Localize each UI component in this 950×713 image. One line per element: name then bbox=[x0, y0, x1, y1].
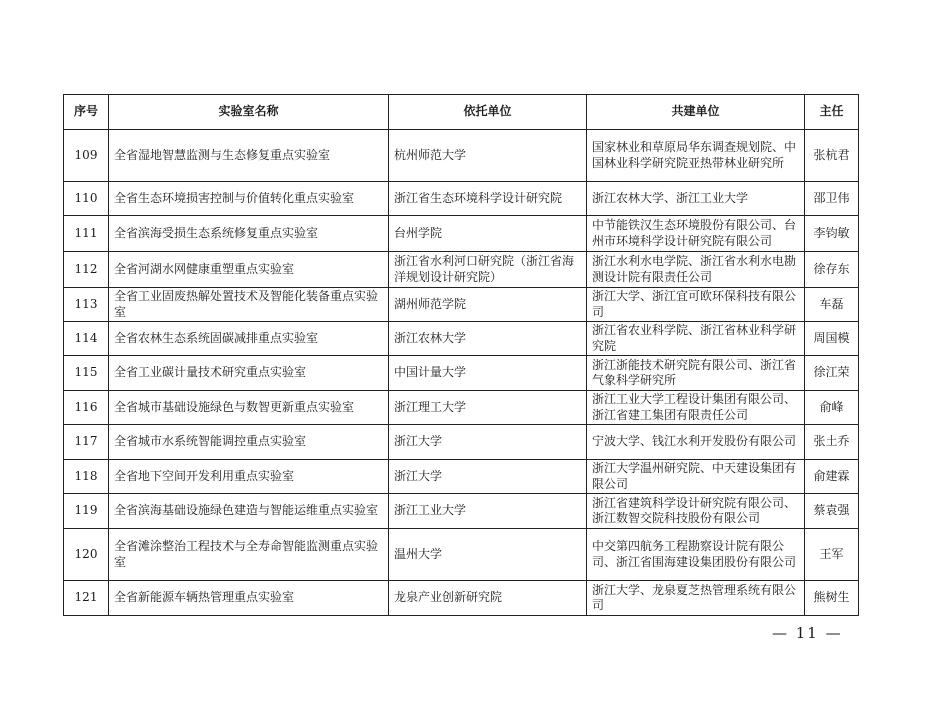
table-row bbox=[64, 252, 859, 288]
page-number: — 11 — bbox=[772, 624, 843, 642]
row-no: 114 bbox=[64, 322, 109, 356]
row-director: 俞建霖 bbox=[805, 460, 859, 494]
row-no: 115 bbox=[64, 356, 109, 391]
row-director: 邵卫伟 bbox=[805, 182, 859, 216]
row-director: 周国模 bbox=[805, 322, 859, 356]
row-director: 张土乔 bbox=[805, 425, 859, 460]
table-row bbox=[64, 182, 859, 216]
row-partners: 浙江水利水电学院、浙江省水利水电勘测设计院有限责任公司 bbox=[587, 252, 805, 288]
row-partners: 浙江工业大学工程设计集团有限公司、浙江省建工集团有限责任公司 bbox=[587, 391, 805, 425]
row-no: 121 bbox=[64, 581, 109, 616]
row-host: 浙江理工大学 bbox=[389, 391, 587, 425]
row-no: 109 bbox=[64, 130, 109, 182]
row-partners: 浙江省建筑科学设计研究院有限公司、浙江数智交院科技股份有限公司 bbox=[587, 494, 805, 529]
row-partners: 浙江浙能技术研究院有限公司、浙江省气象科学研究所 bbox=[587, 356, 805, 391]
row-director: 蔡袁强 bbox=[805, 494, 859, 529]
row-director: 徐存东 bbox=[805, 252, 859, 288]
table-row bbox=[64, 288, 859, 322]
row-host: 浙江大学 bbox=[389, 460, 587, 494]
row-director: 李钧敏 bbox=[805, 216, 859, 252]
row-no: 113 bbox=[64, 288, 109, 322]
row-director: 车磊 bbox=[805, 288, 859, 322]
row-director: 王军 bbox=[805, 529, 859, 581]
row-no: 110 bbox=[64, 182, 109, 216]
row-no: 116 bbox=[64, 391, 109, 425]
row-name: 全省城市基础设施绿色与数智更新重点实验室 bbox=[109, 391, 389, 425]
row-name: 全省滩涂整治工程技术与全寿命智能监测重点实验室 bbox=[109, 529, 389, 581]
row-host: 中国计量大学 bbox=[389, 356, 587, 391]
row-director: 熊树生 bbox=[805, 581, 859, 616]
row-host: 台州学院 bbox=[389, 216, 587, 252]
row-host: 浙江工业大学 bbox=[389, 494, 587, 529]
row-name: 全省农林生态系统固碳减排重点实验室 bbox=[109, 322, 389, 356]
table-row bbox=[64, 322, 859, 356]
header-host: 依托单位 bbox=[389, 95, 587, 130]
row-name: 全省新能源车辆热管理重点实验室 bbox=[109, 581, 389, 616]
table-row bbox=[64, 460, 859, 494]
row-no: 120 bbox=[64, 529, 109, 581]
row-name: 全省工业固废热解处置技术及智能化装备重点实验室 bbox=[109, 288, 389, 322]
row-partners: 浙江大学温州研究院、中天建设集团有限公司 bbox=[587, 460, 805, 494]
row-partners: 浙江省农业科学院、浙江省林业科学研究院 bbox=[587, 322, 805, 356]
header-no: 序号 bbox=[64, 95, 109, 130]
table-row bbox=[64, 529, 859, 581]
row-partners: 中节能铁汉生态环境股份有限公司、台州市环境科学设计研究院有限公司 bbox=[587, 216, 805, 252]
row-partners: 宁波大学、钱江水利开发股份有限公司 bbox=[587, 425, 805, 460]
row-host: 龙泉产业创新研究院 bbox=[389, 581, 587, 616]
header-partners: 共建单位 bbox=[587, 95, 805, 130]
row-host: 浙江大学 bbox=[389, 425, 587, 460]
row-name: 全省生态环境损害控制与价值转化重点实验室 bbox=[109, 182, 389, 216]
row-name: 全省城市水系统智能调控重点实验室 bbox=[109, 425, 389, 460]
row-partners: 国家林业和草原局华东调查规划院、中国林业科学研究院亚热带林业研究所 bbox=[587, 130, 805, 182]
row-director: 张杭君 bbox=[805, 130, 859, 182]
row-host: 湖州师范学院 bbox=[389, 288, 587, 322]
header-name: 实验室名称 bbox=[109, 95, 389, 130]
row-host: 温州大学 bbox=[389, 529, 587, 581]
table-row bbox=[64, 391, 859, 425]
row-no: 117 bbox=[64, 425, 109, 460]
table-row bbox=[64, 356, 859, 391]
header-director: 主任 bbox=[805, 95, 859, 130]
table-row bbox=[64, 216, 859, 252]
row-name: 全省滨海基础设施绿色建造与智能运维重点实验室 bbox=[109, 494, 389, 529]
table-row bbox=[64, 581, 859, 616]
row-partners: 浙江农林大学、浙江工业大学 bbox=[587, 182, 805, 216]
row-no: 111 bbox=[64, 216, 109, 252]
row-host: 浙江农林大学 bbox=[389, 322, 587, 356]
row-director: 俞峰 bbox=[805, 391, 859, 425]
table-row bbox=[64, 425, 859, 460]
row-partners: 中交第四航务工程勘察设计院有限公司、浙江省围海建设集团股份有限公司 bbox=[587, 529, 805, 581]
row-host: 浙江省水利河口研究院（浙江省海洋规划设计研究院） bbox=[389, 252, 587, 288]
row-name: 全省地下空间开发利用重点实验室 bbox=[109, 460, 389, 494]
row-name: 全省滨海受损生态系统修复重点实验室 bbox=[109, 216, 389, 252]
row-no: 112 bbox=[64, 252, 109, 288]
row-no: 118 bbox=[64, 460, 109, 494]
row-name: 全省湿地智慧监测与生态修复重点实验室 bbox=[109, 130, 389, 182]
row-host: 浙江省生态环境科学设计研究院 bbox=[389, 182, 587, 216]
laboratory-table bbox=[63, 94, 859, 616]
row-no: 119 bbox=[64, 494, 109, 529]
row-partners: 浙江大学、龙泉夏芝热管理系统有限公司 bbox=[587, 581, 805, 616]
row-name: 全省工业碳计量技术研究重点实验室 bbox=[109, 356, 389, 391]
row-director: 徐江荣 bbox=[805, 356, 859, 391]
table-row bbox=[64, 494, 859, 529]
table-header-row bbox=[64, 95, 859, 130]
row-partners: 浙江大学、浙江宜可欧环保科技有限公司 bbox=[587, 288, 805, 322]
row-name: 全省河湖水网健康重塑重点实验室 bbox=[109, 252, 389, 288]
table-row bbox=[64, 130, 859, 182]
row-host: 杭州师范大学 bbox=[389, 130, 587, 182]
